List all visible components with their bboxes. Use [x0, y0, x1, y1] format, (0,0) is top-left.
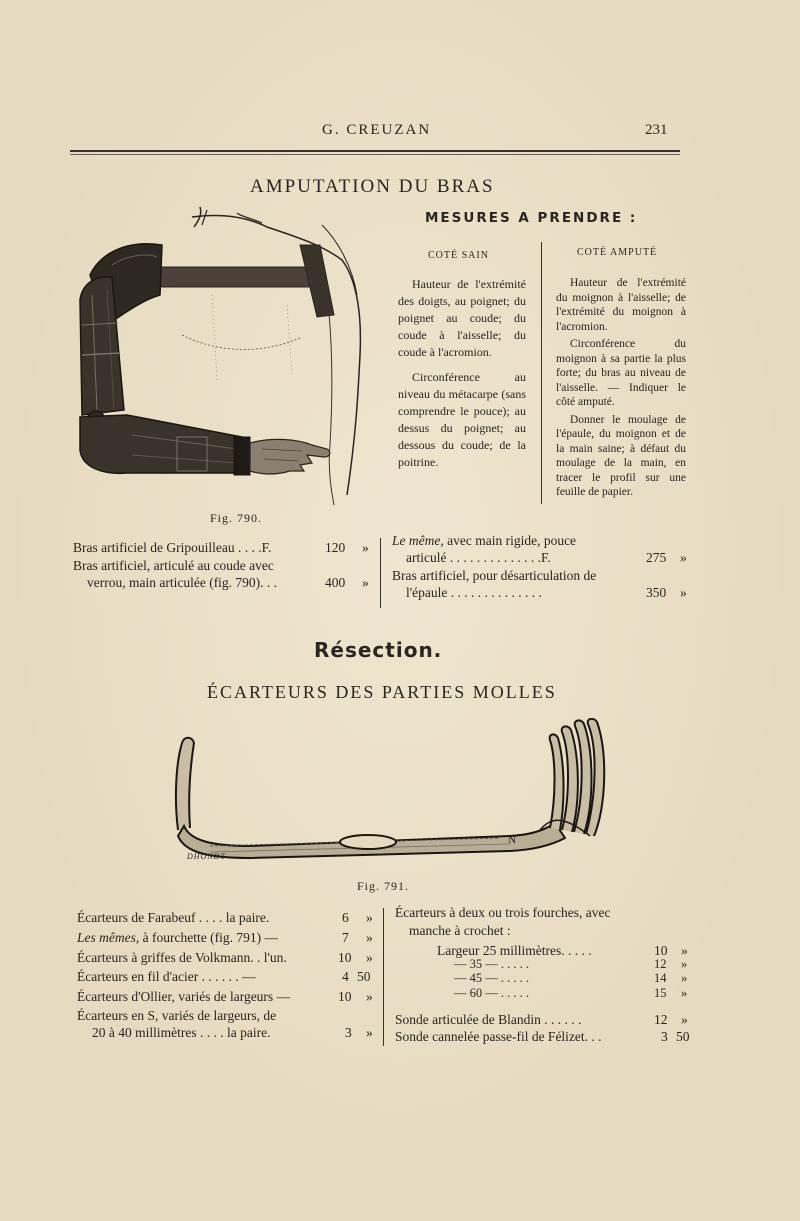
col-ampute-heading: COTÉ AMPUTÉ: [577, 247, 658, 258]
price-mark: »: [366, 910, 373, 925]
price-mark: »: [366, 930, 373, 945]
price-item: Écarteurs à deux ou trois fourches, avec: [395, 905, 611, 920]
width-item: — 60 — . . . . .: [454, 986, 529, 1000]
width-item: — 45 — . . . . .: [454, 971, 529, 985]
price-item: Bras artificiel, articulé au coude avec: [73, 558, 274, 573]
price-mark: »: [362, 540, 369, 555]
price-value: 3: [661, 1029, 668, 1044]
retractor-illustration: [170, 718, 610, 868]
price-item-cont: manche à crochet :: [409, 923, 511, 938]
price-value: 275: [646, 550, 667, 565]
page-number: 231: [645, 122, 668, 138]
price-item-cont: articulé . . . . . . . . . . . . . .F.: [406, 550, 551, 565]
price-value: 3: [345, 1025, 352, 1040]
price-mark: »: [680, 585, 687, 600]
price-column-divider: [380, 538, 381, 608]
section-title-amputation: AMPUTATION DU BRAS: [250, 176, 495, 197]
price-item-cont: 20 à 40 millimètres . . . . la paire.: [92, 1025, 271, 1040]
price-value: 10: [338, 989, 352, 1004]
price-item-cont: l'épaule . . . . . . . . . . . . . .: [406, 585, 542, 600]
price-item-cont: verrou, main articulée (fig. 790). . .: [87, 575, 278, 590]
col-sain-text: [398, 276, 526, 479]
price-item: Sonde articulée de Blandin . . . . . .: [395, 1012, 582, 1027]
price-value: 6: [342, 910, 349, 925]
price-item: Écarteurs de Farabeuf . . . . la paire.: [77, 910, 270, 925]
col-sain-p1: Hauteur de l'extrémité des doigts, au poignet; du poignet au coude; du coude à l'aisselle; du coude à l'acromion.: [398, 277, 526, 359]
header-rule: [70, 150, 680, 152]
price-mark: 50: [357, 969, 371, 984]
artificial-arm-illustration: [72, 205, 372, 510]
width-item: Largeur 25 millimètres. . . . .: [437, 943, 592, 958]
col-sain-heading: COTÉ SAIN: [428, 250, 489, 261]
col-ampute-p2: Circonférence du moignon à sa partie la plus forte; du bras au niveau de l'aisselle. — Indiquer le côté amputé.: [556, 338, 686, 408]
col-ampute-p3: Donner le moulage de l'épaule, du moignon et de la main saine; à défaut du moulage de la main, en tracer le profil sur une feuille de papier.: [556, 413, 686, 498]
price-mark: »: [681, 1012, 688, 1027]
price-value: 14: [654, 971, 667, 985]
price-column-divider: [383, 908, 384, 1046]
figure-caption-790: Fig. 790.: [210, 511, 263, 525]
price-item: Sonde cannelée passe-fil de Félizet. . .: [395, 1029, 602, 1044]
price-value: 15: [654, 986, 667, 1000]
price-item: [392, 533, 576, 549]
price-value: 10: [654, 943, 668, 958]
price-item: Écarteurs en S, variés de largeurs, de: [77, 1008, 277, 1023]
price-mark: »: [680, 550, 687, 565]
price-value: 350: [646, 585, 667, 600]
engraver-signature: DHONDT: [187, 852, 226, 861]
price-value: 7: [342, 930, 349, 945]
price-item: Écarteurs à griffes de Volkmann. . l'un.: [77, 950, 287, 965]
width-item: — 35 — . . . . .: [454, 957, 529, 971]
price-mark: »: [362, 575, 369, 590]
price-mark: »: [366, 950, 373, 965]
price-value: 400: [325, 575, 346, 590]
price-mark: »: [681, 986, 688, 1000]
price-item: Bras artificiel de Gripouilleau . . . .F.: [73, 540, 272, 555]
column-divider: [541, 242, 542, 504]
price-mark: »: [366, 1025, 373, 1040]
price-mark: »: [366, 989, 373, 1004]
price-item-italic: Le même,: [392, 533, 444, 548]
col-ampute-p1: Hauteur de l'extrémité du moignon à l'aisselle; de l'extrémité du moignon à l'acromion.: [556, 277, 686, 333]
price-item-text: à fourchette (fig. 791) —: [139, 930, 278, 945]
price-value: 12: [654, 1012, 668, 1027]
price-value: 12: [654, 957, 667, 971]
svg-text:N: N: [508, 834, 516, 846]
price-item: [77, 930, 278, 946]
header-rule-thin: [70, 154, 680, 155]
price-item: Écarteurs en fil d'acier . . . . . . —: [77, 969, 256, 984]
price-value: 120: [325, 540, 346, 555]
price-item: Bras artificiel, pour désarticulation de: [392, 568, 597, 583]
col-ampute-text: [556, 276, 686, 503]
price-value: 4: [342, 969, 349, 984]
price-mark: 50: [676, 1029, 690, 1044]
measures-heading: MESURES A PRENDRE :: [425, 210, 638, 226]
figure-caption-791: Fig. 791.: [357, 879, 410, 893]
price-value: 10: [338, 950, 352, 965]
section-title-resection: Résection.: [314, 638, 443, 662]
price-item-text: avec main rigide, pouce: [443, 533, 577, 548]
price-mark: »: [681, 943, 688, 958]
col-sain-p2: Circonférence au niveau du métacarpe (sans comprendre le pouce); au dessus du poignet; au dessous du coude; de la poitrine.: [398, 370, 526, 469]
price-mark: »: [681, 971, 688, 985]
price-mark: »: [681, 957, 688, 971]
price-item-italic: Les mêmes,: [77, 930, 140, 945]
subsection-title-ecarteurs: ÉCARTEURS DES PARTIES MOLLES: [207, 682, 557, 702]
price-item: Écarteurs d'Ollier, variés de largeurs —: [77, 989, 291, 1004]
running-head-author: G. CREUZAN: [322, 122, 432, 138]
